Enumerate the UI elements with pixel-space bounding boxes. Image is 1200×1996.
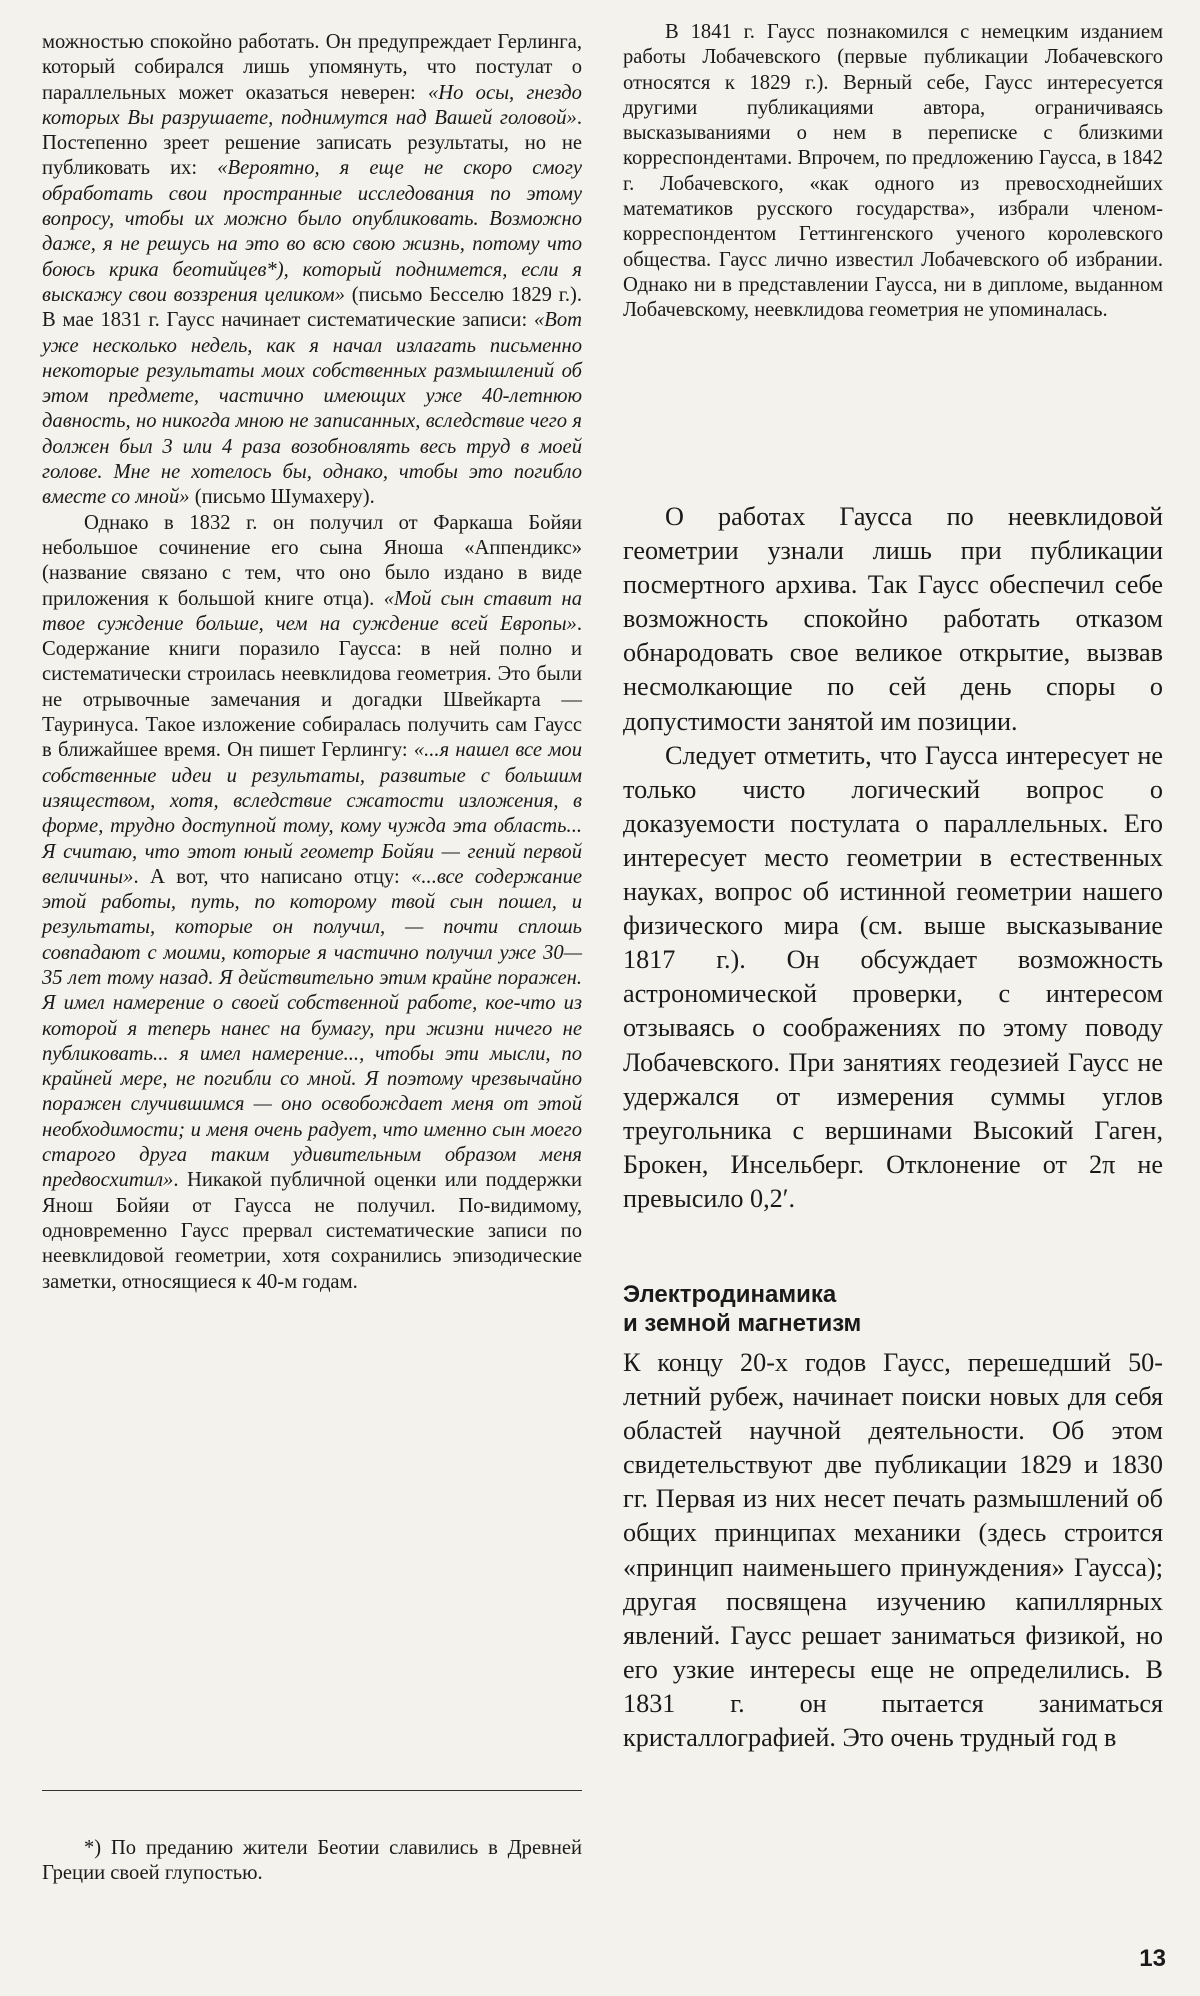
quote-run: «Вероятно, я еще не скоро смогу обработать свои пространные исследования по этому вопросу, чтобы их можно было опубликовать. Возможно даже, я не решусь на это во всю свою жизнь, потому что боюсь крика беотийцев*), который поднимется, если я выскажу свои воззрения целиком» <box>42 157 583 306</box>
section-heading-line-1: Электродинамика <box>623 1280 837 1308</box>
right-column-top <box>623 20 1163 324</box>
right-column-bottom <box>623 500 1163 1755</box>
text-run: . Никакой публичной оценки или поддержки Янош Бойяи от Гаусса не получил. По-видимому, одновременно Гаусс прервал систематические записи по неевклидовой геометрии, хотя сохранились эпизодические заметки, относящиеся к 40-м годам. <box>42 1169 582 1293</box>
right-top-paragraph: В 1841 г. Гаусс познакомился с немецким изданием работы Лобачевского (первые публикации Лобачевского относятся к 1829 г.). Верный себе, Гаусс интересуется другими публикациями автора, ограничиваясь высказываниями о нем в переписке с близкими корреспондентами. Впрочем, по предложению Гаусса, в 1842 г. Лобачевского, «как одного из превосходнейших математиков русского государства», избрали членом-корреспондентом Геттингенского ученого королевского общества. Гаусс лично известил Лобачевского об избрании. Однако ни в представлении Гаусса, ни в дипломе, выданном Лобачевскому, неевклидова геометрия не упоминалась. <box>623 21 1163 322</box>
quote-run: «...я нашел все мои собственные идеи и результаты, развитые с большим изяществом, хотя, вследствие сжатости изложения, в форме, трудно доступной тому, кому чужда эта область... Я считаю, что этот юный геометр Бойяи — гений первой величины» <box>42 739 582 888</box>
footnote: *) По преданию жители Беотии славились в Древней Греции своей глупостью. <box>42 1837 582 1885</box>
left-paragraph-1 <box>42 30 582 511</box>
text-run: . Постепенно зреет решение записать результаты, но не публиковать их: <box>42 106 582 180</box>
section-heading-line-2: и земной магнетизм <box>623 1309 862 1337</box>
text-run: Однако в 1832 г. он получил от Фаркаша Бойяи небольшое сочинение его сына Яноша «Аппендикс» (название связано с тем, что оно было издано в виде приложения к большой книге отца). <box>42 511 582 610</box>
quote-run: «...все содержание этой работы, путь, по которому твой сын пошел, и результаты, которые он получил, — почти сплошь совпадают с моими, которые я частично получил уже 30—35 лет тому назад. Я действительно этим крайне поражен. Я имел намерение о своей собственной работе, кое-что из которой я теперь нанес на бумагу, при жизни ничего не публиковать... я имел намерение..., чтобы эти мысли, по крайней мере, не погибли со мной. Я поэтому чрезвычайно поражен случившимся — оно освобождает меня от этой необходимости; и меня очень радует, что именно сын моего старого друга таким удивительным образом меня предвосхитил» <box>42 865 583 1192</box>
quote-run: «Мой сын ставит на твое суждение больше, чем на суждение всей Европы» <box>42 587 582 635</box>
right-paragraph-1: О работах Гаусса по неевклидовой геометрии узнали лишь при публикации посмертного архива. Так Гаусс обеспечил себе возможность спокойно работать отказом обнародовать свое великое открытие, вызвав несмолкающие по сей день споры о допустимости занятой им позиции. <box>623 502 1163 736</box>
page-number: 13 <box>1139 1945 1166 1972</box>
left-paragraph-2 <box>42 511 582 1295</box>
right-paragraph-3: К концу 20-х годов Гаусс, перешедший 50-летний рубеж, начинает поиски новых для себя областей научной деятельности. Об этом свидетельствуют две публикации 1829 и 1830 гг. Первая из них несет печать размышлений об общих принципах механики (здесь строится «принцип наименьшего принуждения» Гаусса); другая посвящена изучению капиллярных явлений. Гаусс решает заниматься физикой, но его узкие интересы еще не определились. В 1831 г. он пытается заниматься кристаллографией. Это очень трудный год в <box>623 1347 1163 1752</box>
quote-run: «Но осы, гнездо которых Вы разрушаете, поднимутся над Вашей головой» <box>42 81 582 129</box>
quote-run: «Вот уже несколько недель, как я начал излагать письменно некоторые результаты моих собственных размышлений об этом предмете, частично имеющих уже 40-летнюю давность, но никогда мною не записанных, вследствие чего я должен был 3 или 4 раза возобновлять весь труд в моей голове. Мне не хотелось бы, однако, чтобы это погибло вместе со мной» <box>42 309 582 509</box>
text-run: . А вот, что написано отцу: <box>133 865 412 888</box>
left-column <box>42 30 582 1295</box>
footnote-divider <box>42 1790 582 1791</box>
text-run: можностью спокойно работать. Он предупреждает Герлинга, который собирался лишь упомянуть, что постулат о параллельных может оказаться неверен: <box>42 31 582 104</box>
text-run: (письмо Шумахеру). <box>189 486 375 509</box>
text-run: (письмо Бесселю 1829 г.). В мае 1831 г. Гаусс начинает систематические записи: <box>42 283 582 332</box>
text-run: . Содержание книги поразило Гаусса: в ней полно и систематически строилась неевклидова геометрия. Это были не отрывочные замечания и догадки Швейкарта — Тауринуса. Такое изложение собиралась получить сам Гаусс в ближайшее время. Он пишет Герлингу: <box>42 612 582 762</box>
right-paragraph-2: Следует отметить, что Гаусса интересует не только чисто логический вопрос о доказуемости постулата о параллельных. Его интересует место геометрии в естественных науках, вопрос об истинной геометрии нашего физического мира (см. выше высказывание 1817 г.). Он обсуждает возможность астрономической проверки, с интересом отзываясь о соображениях по этому поводу Лобачевского. При занятиях геодезией Гаусс не удержался от измерения суммы углов треугольника с вершинами Высокий Гаген, Брокен, Инсельберг. Отклонение от 2π не превысило 0,2′. <box>623 740 1163 1213</box>
section-heading <box>623 1280 1163 1338</box>
